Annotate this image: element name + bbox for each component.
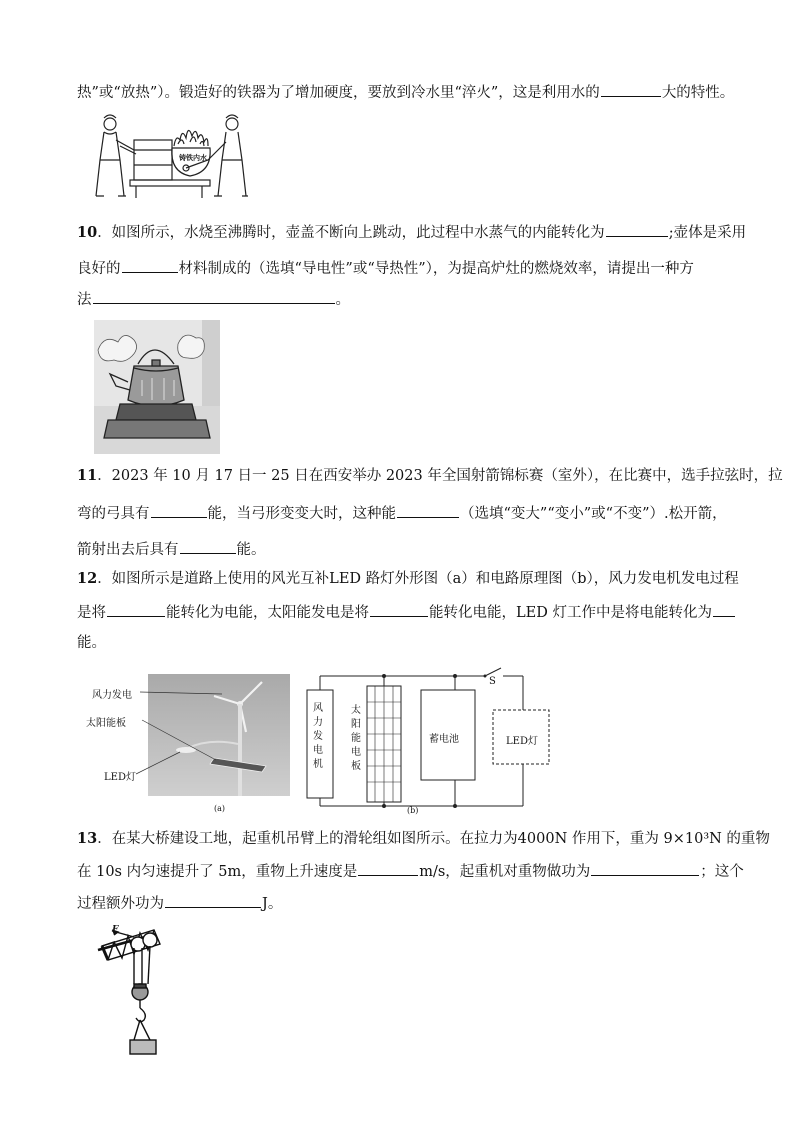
kettle-illustration bbox=[94, 320, 220, 454]
label-leader-lines bbox=[90, 674, 290, 818]
q9-blank-answer[interactable] bbox=[601, 82, 661, 97]
q9-text-a: 热”或“放热”）。锻造好的铁器为了增加硬度，要放到冷水里“淬火”，这是利用水的 bbox=[77, 85, 600, 101]
q11-text-3a: 箭射出去后具有 bbox=[77, 542, 179, 558]
q10-text-1b: ;壶体是采用 bbox=[668, 225, 747, 241]
q12-text-3: 能。 bbox=[77, 635, 106, 651]
q10-text-3b: 。 bbox=[335, 292, 350, 308]
solar-panel-label: 太阳能电板 bbox=[351, 705, 361, 772]
q13-text-1: ．在某大桥建设工地，起重机吊臂上的滑轮组如图所示。在拉力为4000N 作用下，重为 9×10³N 的重物 bbox=[97, 831, 770, 847]
q12-blank-2[interactable] bbox=[370, 602, 428, 617]
q13-text-2a: 在 10s 内匀速提升了 5m，重物上升速度是 bbox=[77, 864, 358, 880]
q10-line-2 bbox=[77, 258, 694, 279]
label-solar-panel: 太阳能板 bbox=[86, 718, 126, 729]
q11-line-1 bbox=[77, 466, 783, 486]
q12-line-3 bbox=[77, 633, 106, 653]
q12-text-2c: 能转化电能，LED 灯工作中是将电能转化为 bbox=[429, 605, 712, 621]
pulley-crane-illustration bbox=[94, 920, 178, 1060]
q12-blank-3[interactable] bbox=[713, 602, 735, 617]
q11-line-3 bbox=[77, 539, 266, 560]
battery-label: 蓄电池 bbox=[429, 734, 459, 745]
q11-blank-3[interactable] bbox=[180, 539, 236, 554]
q12-line-1 bbox=[77, 569, 739, 589]
forge-illustration bbox=[90, 110, 250, 204]
q9-text-b: 大的特性。 bbox=[661, 85, 735, 101]
q11-text-2a: 弯的弓具有 bbox=[77, 506, 150, 522]
street-lamp-figure bbox=[86, 674, 290, 818]
q12-line-2 bbox=[77, 602, 736, 623]
q12-number: 12 bbox=[77, 570, 98, 587]
q11-blank-2[interactable] bbox=[397, 503, 459, 518]
q12-text-1: ．如图所示是道路上使用的风光互补LED 路灯外形图（a）和电路原理图（b），风力发电机发电过程 bbox=[97, 571, 739, 587]
label-wind-power: 风力发电 bbox=[92, 690, 132, 701]
q9-line bbox=[77, 82, 734, 103]
q11-text-2b: 能，当弓形变变大时，这种能 bbox=[207, 506, 396, 522]
q10-text-3a: 法 bbox=[77, 292, 92, 308]
q10-line-3 bbox=[77, 289, 350, 310]
q12-text-2a: 是将 bbox=[77, 605, 106, 621]
q10-text-1a: ．如图所示，水烧至沸腾时，壶盖不断向上跳动，此过程中水蒸气的内能转化为 bbox=[97, 225, 605, 241]
caption-b: (b) bbox=[407, 806, 419, 815]
q13-blank-1[interactable] bbox=[358, 861, 418, 876]
caption-a: (a) bbox=[214, 804, 226, 813]
q10-text-2a: 良好的 bbox=[77, 261, 121, 277]
q11-line-2 bbox=[77, 503, 727, 524]
q13-number: 13 bbox=[77, 830, 98, 847]
q10-blank-1[interactable] bbox=[606, 222, 668, 237]
wind-generator-label: 风力发电机 bbox=[313, 703, 323, 770]
circuit-diagram bbox=[305, 666, 555, 818]
q12-text-2b: 能转化为电能，太阳能发电是将 bbox=[166, 605, 369, 621]
label-led-lamp: LED灯 bbox=[104, 772, 136, 783]
q12-blank-1[interactable] bbox=[107, 602, 165, 617]
q11-text-1: ．2023 年 10 月 17 日一 25 日在西安举办 2023 年全国射箭锦标赛（室外），在比赛中，选手拉弦时，拉 bbox=[97, 468, 783, 484]
led-lamp-label: LED灯 bbox=[506, 736, 538, 747]
q13-line-1 bbox=[77, 829, 770, 849]
q11-text-2c: （选填“变大”“变小”或“不变”）.松开箭， bbox=[460, 506, 727, 522]
q13-blank-3[interactable] bbox=[165, 893, 261, 908]
q11-number: 11 bbox=[77, 467, 98, 484]
q13-text-2c: ；这个 bbox=[700, 864, 744, 880]
q10-number: 10 bbox=[77, 224, 98, 241]
q10-blank-2[interactable] bbox=[122, 258, 178, 273]
q13-text-3a: 过程额外功为 bbox=[77, 896, 164, 912]
q10-text-2b: 材料制成的（选填“导电性”或“导热性”），为提高炉灶的燃烧效率，请提出一种方 bbox=[178, 261, 694, 277]
force-label: F bbox=[112, 925, 119, 935]
q13-blank-2[interactable] bbox=[591, 861, 699, 876]
q10-line-1 bbox=[77, 222, 746, 243]
q13-line-2 bbox=[77, 861, 744, 882]
q10-blank-3[interactable] bbox=[93, 289, 335, 304]
q13-text-3b: J。 bbox=[262, 896, 283, 912]
q11-blank-1[interactable] bbox=[151, 503, 207, 518]
switch-label: S bbox=[489, 676, 496, 687]
forge-pot-label: 铸铁内水 bbox=[179, 154, 207, 162]
q13-text-2b: m/s，起重机对重物做功为 bbox=[419, 864, 591, 880]
q11-text-3b: 能。 bbox=[236, 542, 266, 558]
q13-line-3 bbox=[77, 893, 282, 914]
